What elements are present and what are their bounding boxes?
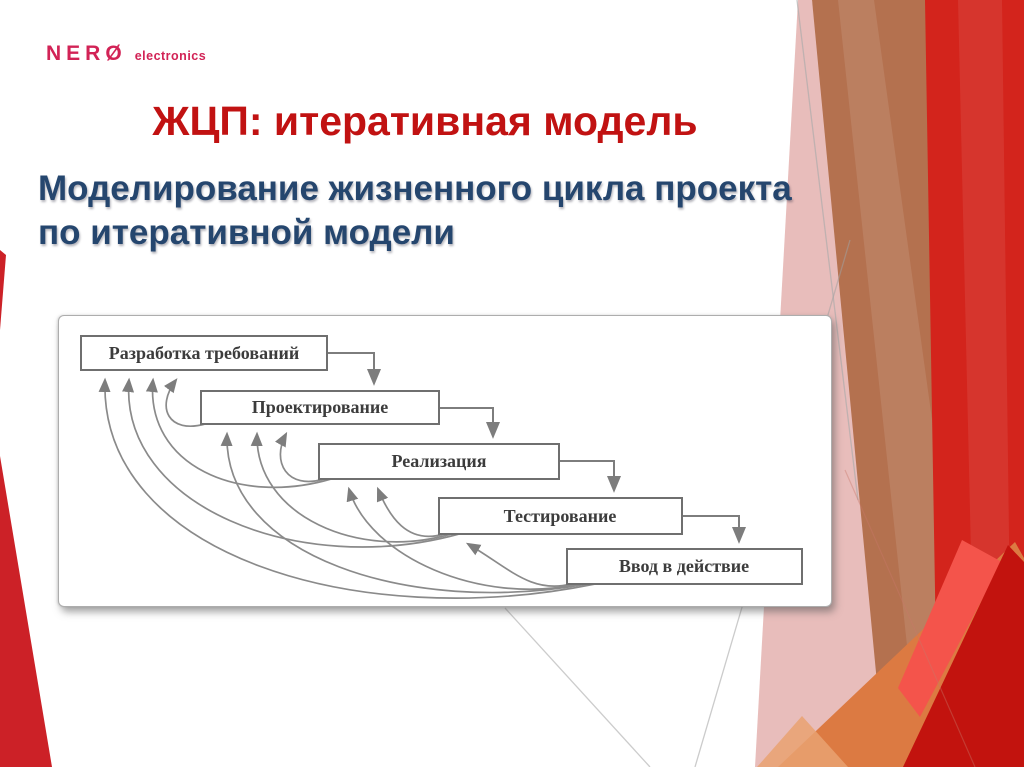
stage-box-design <box>201 391 439 424</box>
logo <box>46 42 206 66</box>
stage-boxes <box>81 336 802 584</box>
logo-suffix-text: electronics <box>134 49 207 63</box>
left-red-sliver <box>0 250 6 330</box>
feedback-arrow <box>280 434 324 481</box>
iterative-model-diagram-panel <box>58 315 832 607</box>
slide-subtitle <box>38 167 838 255</box>
connector-testing-to-deployment <box>682 516 739 541</box>
stage-box-requirements <box>81 336 327 370</box>
connector-design-to-implementation <box>439 408 493 436</box>
stage-label: Проектирование <box>251 397 389 417</box>
logo-brand-text: NERØ <box>46 42 127 65</box>
left-wedge-group <box>0 250 52 767</box>
feedback-arrow <box>378 489 444 536</box>
left-red-wedge <box>0 456 52 767</box>
stage-box-deployment <box>567 549 802 584</box>
slide-title: ЖЦП: итеративная модель <box>152 98 698 144</box>
stage-box-implementation <box>319 444 559 479</box>
stage-label: Реализация <box>391 451 487 471</box>
feedback-arrow <box>166 380 205 426</box>
stage-label: Разработка требований <box>108 343 300 363</box>
feedback-arrow <box>468 544 571 586</box>
stage-box-testing <box>439 498 682 534</box>
iterative-model-diagram <box>59 316 831 606</box>
stage-label: Тестирование <box>503 506 617 526</box>
subtitle-line-2: по итеративной модели <box>38 213 455 252</box>
stage-label: Ввод в действие <box>618 556 750 576</box>
connector-requirements-to-design <box>327 353 374 383</box>
subtitle-line-1: Моделирование жизненного цикла проекта <box>38 169 792 208</box>
connector-implementation-to-testing <box>559 461 614 490</box>
